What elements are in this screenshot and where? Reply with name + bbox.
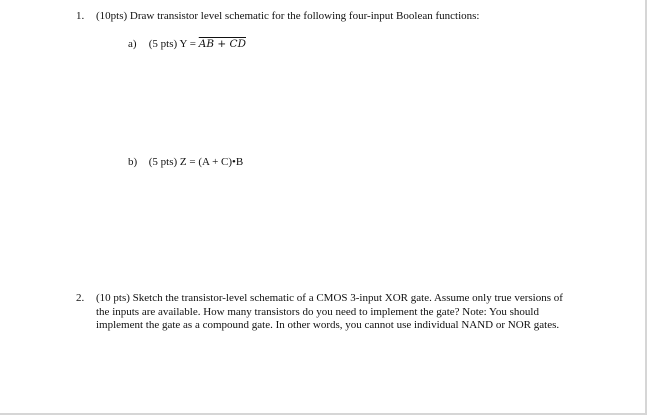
part-a-points: (5 pts) [148,38,178,50]
question-1-part-b [128,156,243,168]
part-b-expression: Z = (A + C)•B [179,156,244,168]
question-2 [76,292,576,333]
part-a-label: a) [128,38,137,50]
question-2-text: (10 pts) Sketch the transistor-level schematic of a CMOS 3-input XOR gate. Assume only true versions of the inputs are available. How many transistors do you need to implement the gate? Note: You should implement the gate as a compound gate. In other words, you cannot use individual NAND or NOR gates. [96,292,563,331]
part-b-label: b) [128,156,138,168]
question-2-number: 2. [76,292,85,304]
part-a-expression: AB + CD [198,38,246,50]
part-b-points: (5 pts) [148,156,178,168]
question-1 [76,10,479,22]
question-1-number: 1. [76,10,85,22]
question-1-text: (10pts) Draw transistor level schematic for the following four-input Boolean functions: [96,10,480,22]
question-1-part-a [128,38,246,50]
part-a-lhs: Y = [179,38,197,50]
